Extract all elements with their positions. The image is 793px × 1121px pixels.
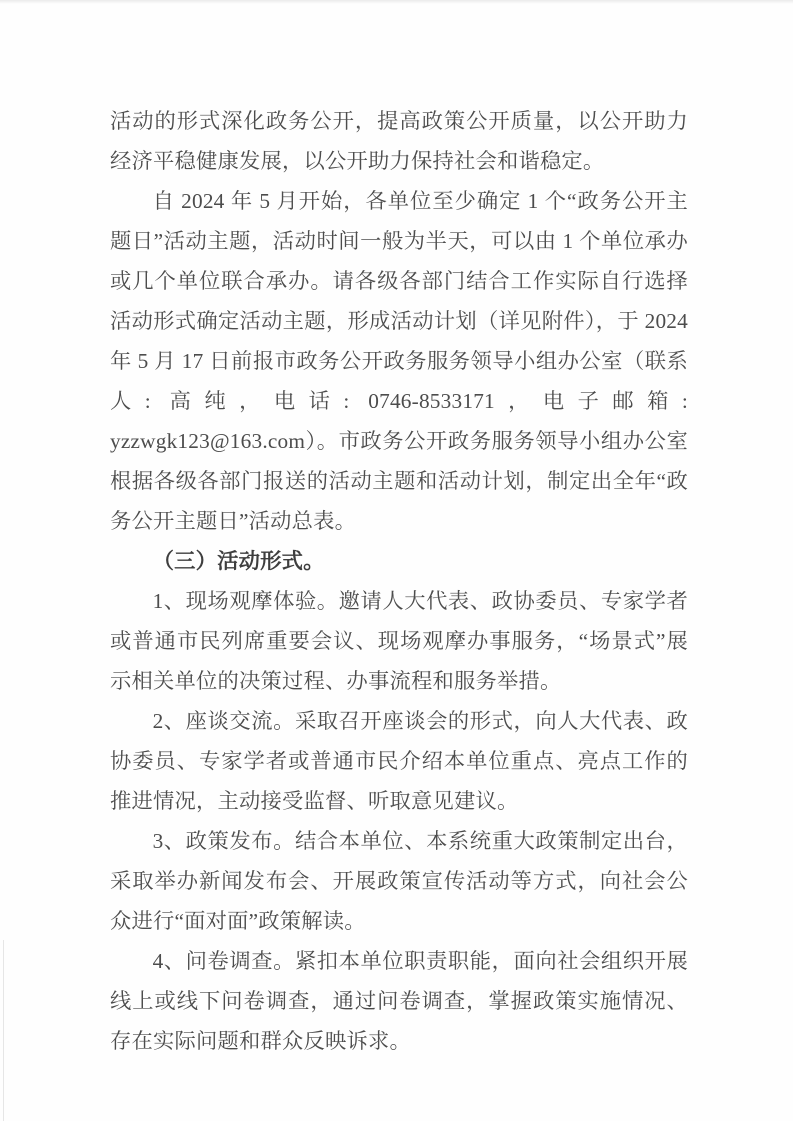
paragraph-activity-schedule: 自 2024 年 5 月开始，各单位至少确定 1 个“政务公开主题日”活动主题，活动时间一般为半天，可以由 1 个单位承办或几个单位联合承办。请各级各部门结合工作实际自行选择活动形式确定活动主题，形成活动计划（详见附件），于 2024 年 5 月 17 日前报市政务公开政务服务领导小组办公室（联系人: 高纯，电话: 0746-8533171，电子邮箱: yzzwgk123@163.com）。市政务公开政务服务领导小组办公室根据各级各部门报送的活动主题和活动计划，制定出全年“政务公开主题日”活动总表。	[110, 189, 688, 533]
scan-edge-left-artifact	[3, 940, 4, 1121]
paragraph-item-3-policy-release: 3、政策发布。结合本单位、本系统重大政策制定出台，采取举办新闻发布会、开展政策宣传活动等方式，向社会公众进行“面对面”政策解读。	[110, 829, 688, 933]
section-heading-activity-format: （三）活动形式。	[152, 549, 325, 573]
paragraph-continuation: 活动的形式深化政务公开，提高政策公开质量，以公开助力经济平稳健康发展，以公开助力保持社会和谐稳定。	[110, 109, 688, 173]
paragraph-item-2-discussion-exchange: 2、座谈交流。采取召开座谈会的形式，向人大代表、政协委员、专家学者或普通市民介绍本单位重点、亮点工作的推进情况，主动接受监督、听取意见建议。	[110, 709, 688, 813]
document-body	[110, 101, 688, 1061]
paragraph-item-4-questionnaire-survey: 4、问卷调查。紧扣本单位职责职能，面向社会组织开展线上或线下问卷调查，通过问卷调查，掌握政策实施情况、存在实际问题和群众反映诉求。	[110, 949, 688, 1053]
paragraph-item-1-onsite-observation: 1、现场观摩体验。邀请人大代表、政协委员、专家学者或普通市民列席重要会议、现场观摩办事服务，“场景式”展示相关单位的决策过程、办事流程和服务举措。	[110, 589, 688, 693]
scan-edge-top-artifact	[0, 0, 793, 4]
